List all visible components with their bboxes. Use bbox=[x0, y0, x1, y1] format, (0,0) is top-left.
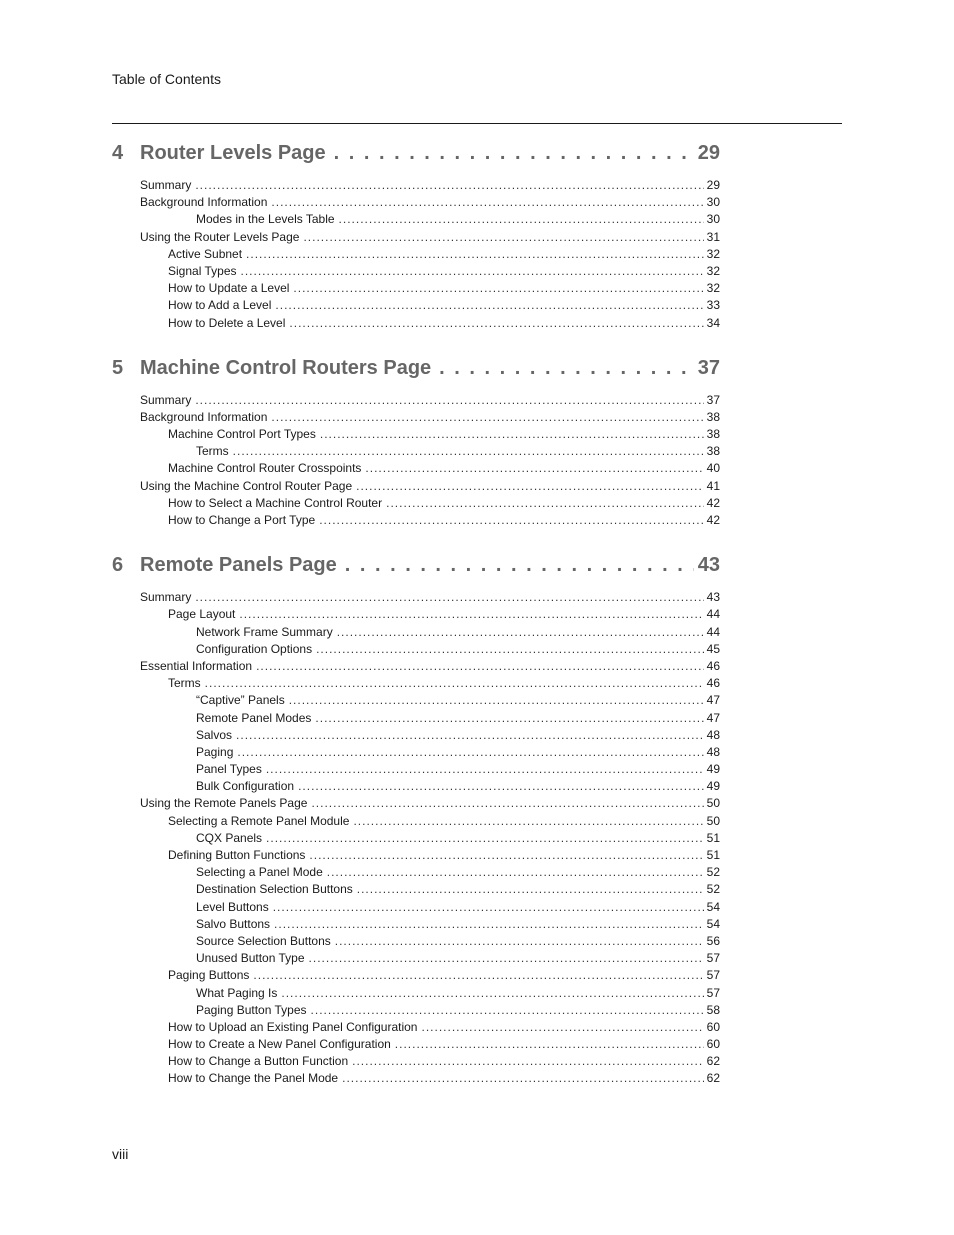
toc-entry-title: Summary bbox=[140, 392, 192, 407]
toc-entry-page-number: 49 bbox=[706, 762, 720, 777]
toc-entry-page-number: 42 bbox=[706, 513, 720, 527]
toc-entry-page-number: 57 bbox=[706, 985, 720, 1000]
dot-leader bbox=[316, 642, 704, 656]
toc-entry-page-number: 57 bbox=[706, 968, 720, 983]
section-gap bbox=[112, 333, 720, 357]
toc-entry-title: Page Layout bbox=[168, 607, 236, 622]
dot-leader bbox=[241, 264, 704, 278]
dot-leader bbox=[439, 357, 694, 380]
toc-entry[interactable] bbox=[112, 178, 720, 195]
chapter-page-number: 43 bbox=[697, 554, 720, 577]
dot-leader bbox=[311, 796, 703, 810]
toc-entry[interactable] bbox=[112, 316, 720, 333]
toc-entry[interactable] bbox=[112, 195, 720, 212]
toc-entry-page-number: 47 bbox=[706, 693, 720, 708]
toc-entry[interactable] bbox=[112, 625, 720, 642]
dot-leader bbox=[205, 676, 704, 690]
toc-entry-page-number: 46 bbox=[706, 658, 720, 673]
dot-leader bbox=[289, 316, 703, 330]
dot-leader bbox=[233, 444, 704, 458]
toc-entry[interactable] bbox=[112, 212, 720, 229]
toc-entry-title: Summary bbox=[140, 590, 192, 605]
toc-entry-page-number: 49 bbox=[706, 779, 720, 794]
section-gap bbox=[112, 530, 720, 554]
toc-entry[interactable] bbox=[112, 427, 720, 444]
dot-leader bbox=[356, 479, 704, 493]
toc-entry-title: “Captive” Panels bbox=[196, 693, 285, 708]
dot-leader bbox=[339, 212, 704, 226]
dot-leader bbox=[315, 711, 703, 725]
toc-entry-title: Bulk Configuration bbox=[196, 779, 295, 794]
toc-entry[interactable] bbox=[112, 917, 720, 934]
toc-entry-title: Terms bbox=[196, 444, 229, 459]
toc-entry-page-number: 40 bbox=[706, 461, 720, 476]
dot-leader bbox=[342, 1071, 704, 1085]
toc-entry[interactable] bbox=[112, 659, 720, 676]
toc-entry-title: How to Change a Button Function bbox=[168, 1054, 349, 1069]
dot-leader bbox=[395, 1037, 704, 1051]
toc-entry-page-number: 46 bbox=[706, 676, 720, 691]
toc-entry-title: How to Change the Panel Mode bbox=[168, 1071, 339, 1086]
toc-entry[interactable] bbox=[112, 745, 720, 762]
toc-entry-title: How to Change a Port Type bbox=[168, 513, 316, 527]
dot-leader bbox=[256, 659, 704, 673]
toc-entry[interactable] bbox=[112, 607, 720, 624]
toc-entry-page-number: 30 bbox=[706, 212, 720, 227]
dot-leader bbox=[319, 513, 703, 527]
toc-entry-title: What Paging Is bbox=[196, 985, 278, 1000]
running-header: Table of Contents bbox=[112, 71, 221, 87]
dot-leader bbox=[266, 762, 704, 776]
dot-leader bbox=[281, 986, 703, 1000]
toc-entry[interactable] bbox=[112, 968, 720, 985]
toc-entry[interactable] bbox=[112, 1054, 720, 1071]
toc-entry[interactable] bbox=[112, 814, 720, 831]
dot-leader bbox=[309, 951, 704, 965]
toc-entry-page-number: 50 bbox=[706, 796, 720, 811]
toc-entry-page-number: 33 bbox=[706, 298, 720, 313]
dot-leader bbox=[303, 230, 703, 244]
toc-entry[interactable] bbox=[112, 590, 720, 607]
dot-leader bbox=[289, 693, 704, 707]
toc-entry-title: Unused Button Type bbox=[196, 951, 305, 966]
toc-entry[interactable] bbox=[112, 496, 720, 513]
toc-entry[interactable] bbox=[112, 230, 720, 247]
toc-entry-page-number: 52 bbox=[706, 882, 720, 897]
dot-leader bbox=[236, 728, 704, 742]
toc-entry-page-number: 32 bbox=[706, 246, 720, 261]
toc-entry-page-number: 44 bbox=[706, 607, 720, 622]
dot-leader bbox=[309, 848, 703, 862]
toc-entry-title: Selecting a Panel Mode bbox=[196, 865, 323, 880]
toc-entry[interactable] bbox=[112, 779, 720, 796]
dot-leader bbox=[334, 142, 694, 165]
toc-entry[interactable] bbox=[112, 934, 720, 951]
toc-entry-title: How to Create a New Panel Configuration bbox=[168, 1037, 391, 1052]
toc-entry[interactable] bbox=[112, 951, 720, 968]
chapter-heading[interactable] bbox=[112, 554, 720, 584]
toc-entry[interactable] bbox=[112, 642, 720, 659]
dot-leader bbox=[327, 865, 704, 879]
toc-entry-title: Network Frame Summary bbox=[196, 624, 333, 639]
toc-entry-title: Paging Button Types bbox=[196, 1002, 307, 1017]
toc-entry[interactable] bbox=[112, 711, 720, 728]
toc-entry-title: How to Update a Level bbox=[168, 281, 290, 296]
toc-entry-page-number: 48 bbox=[706, 727, 720, 742]
toc-entry-page-number: 45 bbox=[706, 641, 720, 656]
toc-entry-page-number: 38 bbox=[706, 427, 720, 442]
chapter-heading[interactable] bbox=[112, 357, 720, 387]
chapter-title: Remote Panels Page bbox=[140, 554, 337, 577]
toc-entry-title: Active Subnet bbox=[168, 246, 243, 261]
toc-entry[interactable] bbox=[112, 1020, 720, 1037]
toc-entry-title: How to Upload an Existing Panel Configuration bbox=[168, 1019, 418, 1034]
toc-entry[interactable] bbox=[112, 264, 720, 281]
toc-entry-title: Selecting a Remote Panel Module bbox=[168, 813, 350, 828]
dot-leader bbox=[239, 607, 703, 621]
toc-entry[interactable] bbox=[112, 831, 720, 848]
toc-entry-title: Using the Router Levels Page bbox=[140, 229, 300, 244]
toc-entry-title: Level Buttons bbox=[196, 899, 269, 914]
toc-entry-title: Signal Types bbox=[168, 263, 237, 278]
toc-entry-page-number: 32 bbox=[706, 281, 720, 296]
dot-leader bbox=[266, 831, 704, 845]
toc-entry[interactable] bbox=[112, 1003, 720, 1020]
dot-leader bbox=[274, 917, 704, 931]
toc-entry-page-number: 47 bbox=[706, 710, 720, 725]
dot-leader bbox=[298, 779, 704, 793]
toc-entry-title: Remote Panel Modes bbox=[196, 710, 312, 725]
header-rule bbox=[112, 123, 842, 124]
toc-entry-page-number: 50 bbox=[706, 813, 720, 828]
chapter-heading[interactable] bbox=[112, 142, 720, 172]
toc-entry-title: Machine Control Router Crosspoints bbox=[168, 461, 362, 476]
toc-entry-title: CQX Panels bbox=[196, 830, 263, 845]
dot-leader bbox=[345, 554, 694, 577]
dot-leader bbox=[271, 410, 703, 424]
toc-entry[interactable] bbox=[112, 298, 720, 315]
toc-entry-title: Terms bbox=[168, 676, 201, 691]
toc-entry[interactable] bbox=[112, 393, 720, 410]
toc-entry-title: How to Delete a Level bbox=[168, 315, 286, 330]
dot-leader bbox=[365, 461, 703, 475]
toc-entry-page-number: 38 bbox=[706, 444, 720, 459]
dot-leader bbox=[421, 1020, 703, 1034]
toc-entry-page-number: 62 bbox=[706, 1054, 720, 1069]
toc-entry-page-number: 43 bbox=[706, 590, 720, 605]
toc-entry-page-number: 58 bbox=[706, 1002, 720, 1017]
toc-entry-page-number: 56 bbox=[706, 933, 720, 948]
chapter-page-number: 37 bbox=[697, 356, 720, 379]
toc-entry-page-number: 60 bbox=[706, 1037, 720, 1052]
toc-entry-title: Essential Information bbox=[140, 658, 253, 673]
toc-entry[interactable] bbox=[112, 281, 720, 298]
toc-entry[interactable] bbox=[112, 900, 720, 917]
toc-entry-title: Using the Machine Control Router Page bbox=[140, 478, 353, 493]
toc-entry-title: Configuration Options bbox=[196, 641, 313, 656]
chapter-title: Machine Control Routers Page bbox=[140, 356, 432, 379]
toc-entry[interactable] bbox=[112, 882, 720, 899]
toc-entry-page-number: 37 bbox=[706, 392, 720, 407]
toc-entry[interactable] bbox=[112, 1071, 720, 1088]
toc-entry-title: Source Selection Buttons bbox=[196, 933, 331, 948]
table-of-contents bbox=[112, 142, 720, 1089]
dot-leader bbox=[237, 745, 703, 759]
toc-entry[interactable] bbox=[112, 848, 720, 865]
toc-entry[interactable] bbox=[112, 986, 720, 1003]
toc-entry-title: Panel Types bbox=[196, 762, 262, 777]
dot-leader bbox=[337, 625, 704, 639]
toc-entry-title: Salvos bbox=[196, 727, 233, 742]
dot-leader bbox=[335, 934, 704, 948]
chapter-page-number: 29 bbox=[697, 142, 720, 164]
toc-entry-page-number: 51 bbox=[706, 830, 720, 845]
dot-leader bbox=[246, 247, 704, 261]
toc-entry-title: Summary bbox=[140, 178, 192, 192]
toc-entry[interactable] bbox=[112, 762, 720, 779]
toc-entry[interactable] bbox=[112, 865, 720, 882]
toc-entry-title: Salvo Buttons bbox=[196, 916, 271, 931]
toc-entry-title: Defining Button Functions bbox=[168, 848, 306, 862]
dot-leader bbox=[357, 882, 704, 896]
toc-entry-page-number: 44 bbox=[706, 624, 720, 639]
toc-entry-page-number: 30 bbox=[706, 195, 720, 210]
page-number: viii bbox=[112, 1146, 129, 1162]
toc-entry-page-number: 32 bbox=[706, 263, 720, 278]
toc-entry[interactable] bbox=[112, 728, 720, 745]
toc-entry[interactable] bbox=[112, 410, 720, 427]
dot-leader bbox=[311, 1003, 704, 1017]
toc-entry-page-number: 60 bbox=[706, 1019, 720, 1034]
dot-leader bbox=[195, 178, 703, 192]
toc-entry-page-number: 57 bbox=[706, 951, 720, 966]
toc-entry-page-number: 38 bbox=[706, 409, 720, 424]
toc-entry[interactable] bbox=[112, 796, 720, 813]
toc-entry-page-number: 52 bbox=[706, 865, 720, 880]
toc-entry-page-number: 51 bbox=[706, 848, 720, 862]
toc-entry[interactable] bbox=[112, 461, 720, 478]
toc-entry-title: Machine Control Port Types bbox=[168, 427, 316, 442]
chapter-number: 6 bbox=[112, 554, 124, 577]
toc-entry[interactable] bbox=[112, 247, 720, 264]
dot-leader bbox=[293, 281, 703, 295]
toc-entry-page-number: 34 bbox=[706, 315, 720, 330]
dot-leader bbox=[271, 195, 703, 209]
toc-entry-page-number: 54 bbox=[706, 899, 720, 914]
toc-entry-page-number: 48 bbox=[706, 744, 720, 759]
dot-leader bbox=[320, 427, 704, 441]
toc-entry[interactable] bbox=[112, 1037, 720, 1054]
chapter-number: 5 bbox=[112, 356, 124, 379]
dot-leader bbox=[273, 900, 704, 914]
toc-entry-title: How to Add a Level bbox=[168, 298, 272, 313]
chapter-number: 4 bbox=[112, 142, 124, 164]
toc-entry-page-number: 42 bbox=[706, 495, 720, 510]
toc-entry-page-number: 31 bbox=[706, 229, 720, 244]
dot-leader bbox=[386, 496, 704, 510]
dot-leader bbox=[352, 1054, 704, 1068]
dot-leader bbox=[353, 814, 703, 828]
toc-entry[interactable] bbox=[112, 693, 720, 710]
toc-entry-title: Background Information bbox=[140, 195, 268, 210]
toc-entry[interactable] bbox=[112, 444, 720, 461]
dot-leader bbox=[275, 298, 703, 312]
toc-entry-title: Destination Selection Buttons bbox=[196, 882, 353, 897]
dot-leader bbox=[195, 590, 703, 604]
toc-entry-title: Background Information bbox=[140, 409, 268, 424]
toc-entry-title: Using the Remote Panels Page bbox=[140, 796, 308, 811]
dot-leader bbox=[253, 968, 703, 982]
toc-entry-title: Modes in the Levels Table bbox=[196, 212, 335, 227]
toc-entry-page-number: 29 bbox=[706, 178, 720, 192]
chapter-title: Router Levels Page bbox=[140, 142, 326, 164]
toc-entry[interactable] bbox=[112, 676, 720, 693]
toc-entry-title: Paging Buttons bbox=[168, 968, 250, 983]
toc-entry[interactable] bbox=[112, 479, 720, 496]
toc-entry-title: How to Select a Machine Control Router bbox=[168, 495, 383, 510]
toc-entry-page-number: 41 bbox=[706, 478, 720, 493]
toc-entry-page-number: 62 bbox=[706, 1071, 720, 1086]
toc-entry-title: Paging bbox=[196, 744, 234, 759]
dot-leader bbox=[195, 393, 703, 407]
toc-entry-page-number: 54 bbox=[706, 916, 720, 931]
toc-entry[interactable] bbox=[112, 513, 720, 530]
